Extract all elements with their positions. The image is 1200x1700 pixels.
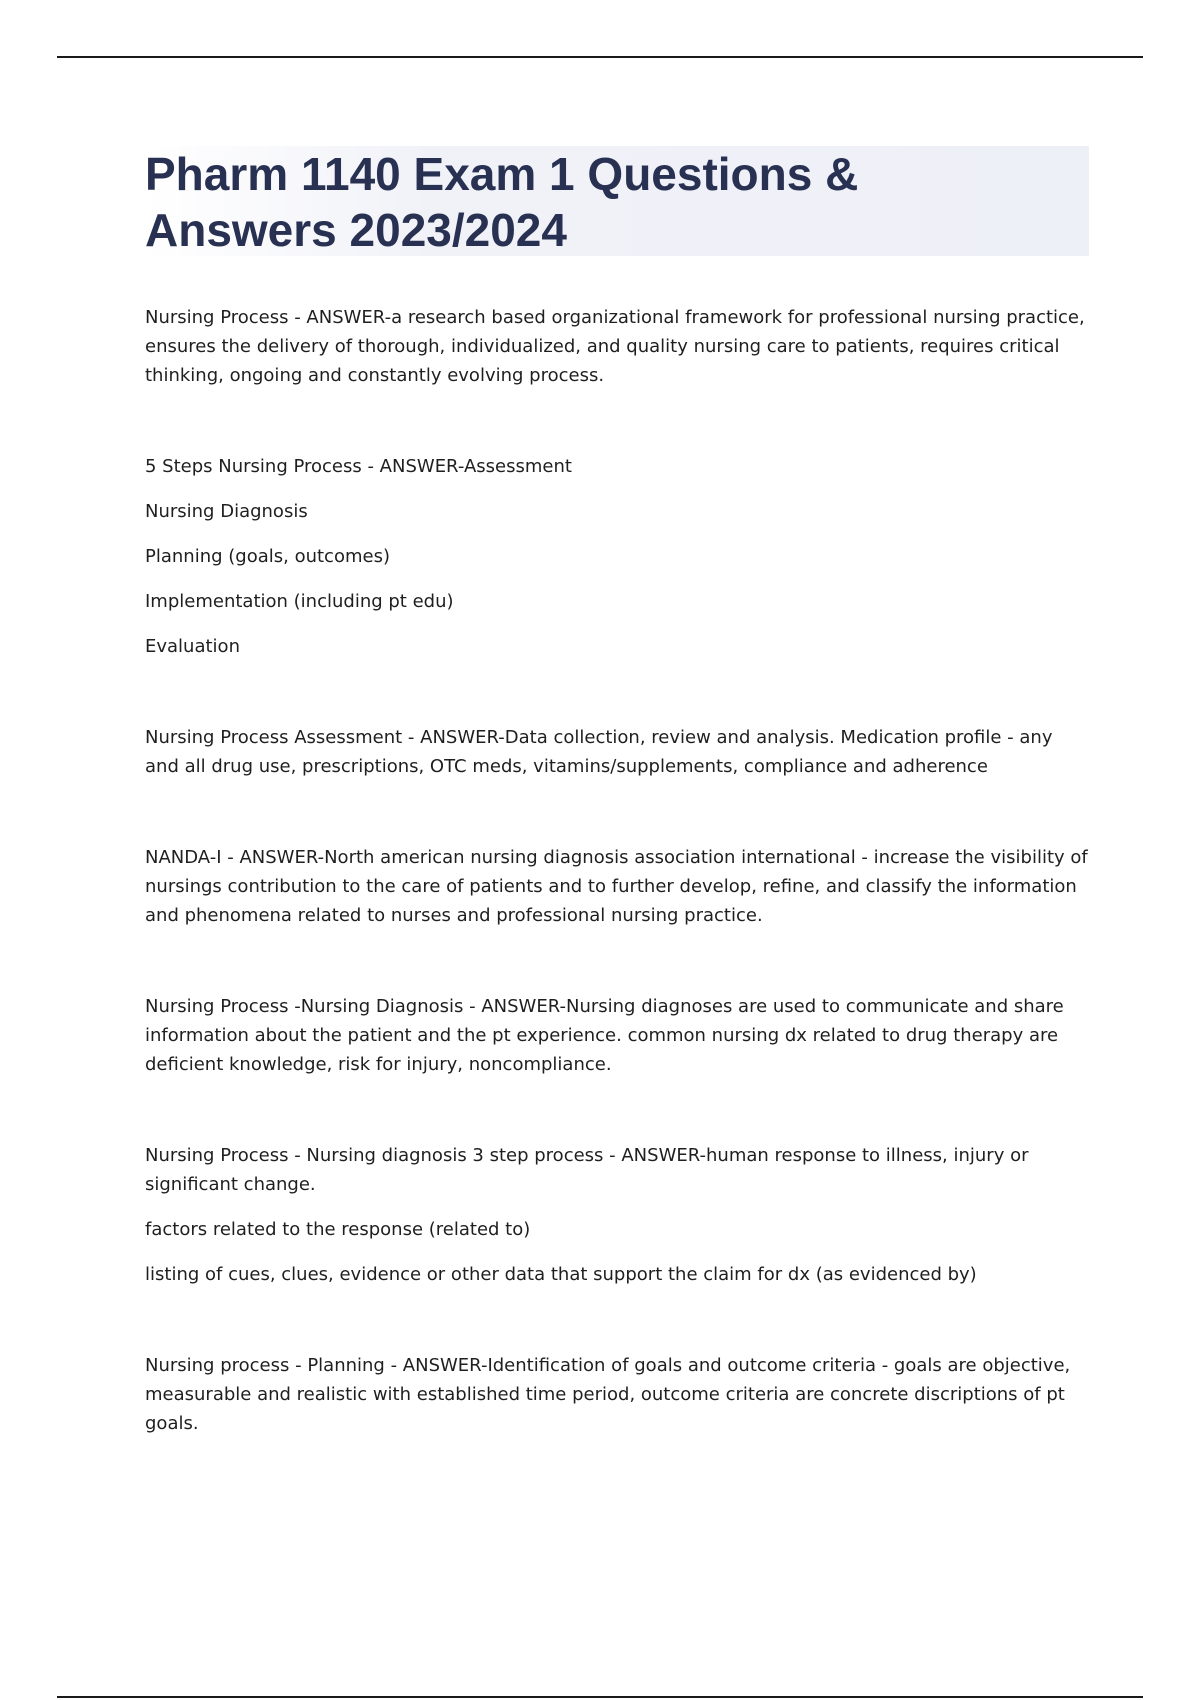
qa-text: NANDA-I - ANSWER-North american nursing diagnosis association international - increase the visibility of nursings contribution to the care of patients and to further develop, refine, and classify the information and phenomena related to nurses and professional nursing practice. bbox=[145, 847, 1088, 926]
qa-entry bbox=[145, 723, 1089, 781]
qa-text-line: Planning (goals, outcomes) bbox=[145, 546, 390, 567]
qa-list bbox=[145, 303, 1089, 1438]
qa-text: 5 Steps Nursing Process - ANSWER-Assessment bbox=[145, 456, 572, 477]
qa-text-line: factors related to the response (related to) bbox=[145, 1219, 531, 1240]
qa-text-line: Nursing Diagnosis bbox=[145, 501, 308, 522]
bottom-rule bbox=[57, 1696, 1143, 1698]
qa-entry bbox=[145, 452, 1089, 661]
qa-entry bbox=[145, 992, 1089, 1079]
qa-text-line: Evaluation bbox=[145, 636, 240, 657]
qa-text-line: Implementation (including pt edu) bbox=[145, 591, 454, 612]
qa-text-line: listing of cues, clues, evidence or other data that support the claim for dx (as evidenced by) bbox=[145, 1264, 977, 1285]
qa-text: Nursing process - Planning - ANSWER-Identification of goals and outcome criteria - goals are objective, measurable and realistic with established time period, outcome criteria are concrete discriptions of pt goals. bbox=[145, 1355, 1071, 1434]
title-banner bbox=[145, 146, 1089, 256]
qa-entry bbox=[145, 303, 1089, 390]
qa-entry bbox=[145, 843, 1089, 930]
qa-text: Nursing Process -Nursing Diagnosis - ANSWER-Nursing diagnoses are used to communicate and share information about the patient and the pt experience. common nursing dx related to drug therapy are deficient knowledge, risk for injury, noncompliance. bbox=[145, 996, 1064, 1075]
qa-text: Nursing Process - Nursing diagnosis 3 step process - ANSWER-human response to illness, injury or significant change. bbox=[145, 1145, 1029, 1195]
qa-entry bbox=[145, 1141, 1089, 1289]
top-rule bbox=[57, 56, 1143, 58]
document-title: Pharm 1140 Exam 1 Questions & Answers 2023/2024 bbox=[145, 148, 859, 256]
qa-text: Nursing Process - ANSWER-a research based organizational framework for professional nursing practice, ensures the delivery of thorough, individualized, and quality nursing care to patients, requires critical thinking, ongoing and constantly evolving process. bbox=[145, 307, 1085, 386]
document-page bbox=[145, 146, 1089, 1500]
qa-text: Nursing Process Assessment - ANSWER-Data collection, review and analysis. Medication profile - any and all drug use, prescriptions, OTC meds, vitamins/supplements, compliance and adherence bbox=[145, 727, 1053, 777]
qa-entry bbox=[145, 1351, 1089, 1438]
